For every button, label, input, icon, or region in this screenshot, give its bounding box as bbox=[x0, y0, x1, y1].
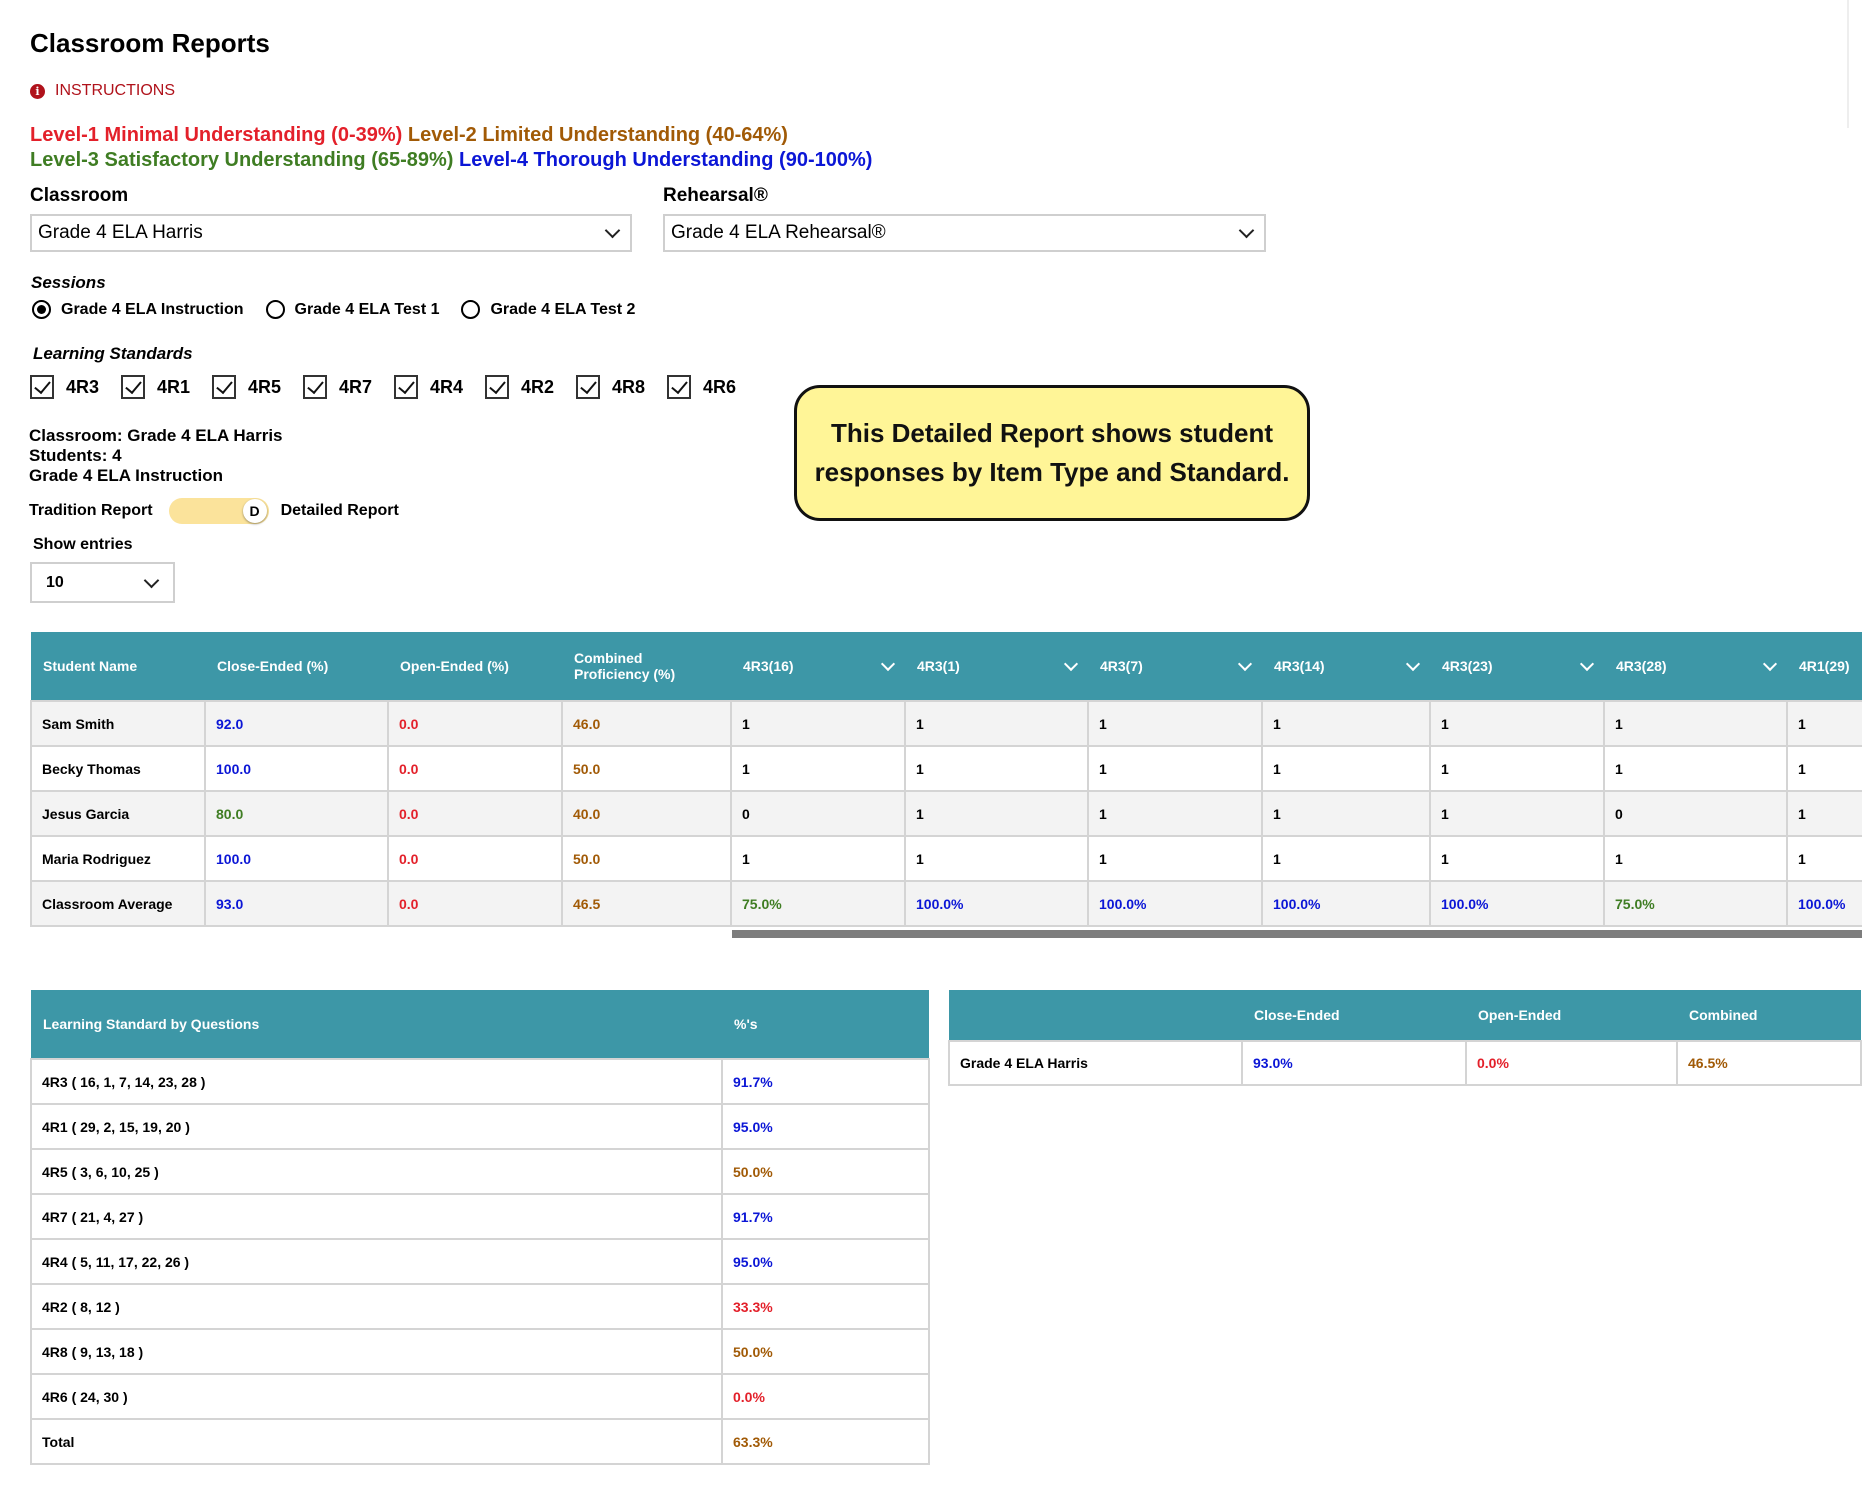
classroom-name-cell: Grade 4 ELA Harris bbox=[949, 1041, 1242, 1085]
chevron-down-icon bbox=[1064, 656, 1078, 670]
chevron-down-icon bbox=[1238, 656, 1252, 670]
percent-cell: 0.0% bbox=[722, 1374, 929, 1419]
standard-questions-cell: 4R2 ( 8, 12 ) bbox=[31, 1284, 722, 1329]
percent-cell: 50.0% bbox=[722, 1149, 929, 1194]
standard-checkbox-4r3[interactable] bbox=[30, 375, 121, 399]
report-toggle-row bbox=[29, 498, 399, 524]
close-ended-cell: 100.0 bbox=[205, 746, 388, 791]
col-question[interactable] bbox=[1787, 632, 1862, 701]
percent-cell: 95.0% bbox=[722, 1104, 929, 1149]
open-ended-cell: 0.0 bbox=[388, 746, 562, 791]
col-question[interactable] bbox=[1604, 632, 1787, 701]
checkbox-checked[interactable] bbox=[576, 375, 600, 399]
question-header-label: 4R1(29) bbox=[1799, 658, 1850, 674]
question-score-cell: 1 bbox=[1430, 791, 1604, 836]
col-close-ended[interactable]: Close-Ended bbox=[1242, 990, 1466, 1041]
info-icon: i bbox=[30, 84, 45, 99]
student-name-cell: Classroom Average bbox=[31, 881, 205, 926]
standards-table bbox=[30, 990, 930, 1465]
table-row bbox=[31, 881, 1862, 926]
question-score-cell: 100.0% bbox=[905, 881, 1088, 926]
col-percent[interactable]: %'s bbox=[722, 990, 929, 1059]
classroom-label: Classroom bbox=[30, 185, 129, 206]
question-score-cell: 75.0% bbox=[1604, 881, 1787, 926]
session-option-label: Grade 4 ELA Test 2 bbox=[490, 300, 636, 318]
question-score-cell: 1 bbox=[1604, 701, 1787, 746]
question-score-cell: 0 bbox=[1604, 791, 1787, 836]
summary-table bbox=[948, 990, 1862, 1086]
standard-questions-cell: 4R1 ( 29, 2, 15, 19, 20 ) bbox=[31, 1104, 722, 1149]
table-row bbox=[31, 1374, 929, 1419]
radio-button[interactable] bbox=[461, 300, 480, 319]
level-1-text: Level-1 Minimal Understanding (0-39%) bbox=[30, 124, 403, 146]
table-row bbox=[31, 1104, 929, 1149]
question-score-cell: 75.0% bbox=[731, 881, 905, 926]
standards-checkbox-group bbox=[30, 375, 758, 399]
standard-label: 4R7 bbox=[339, 376, 373, 397]
sessions-radio-group bbox=[32, 300, 635, 319]
standard-questions-cell: 4R3 ( 16, 1, 7, 14, 23, 28 ) bbox=[31, 1059, 722, 1104]
standard-checkbox-4r5[interactable] bbox=[212, 375, 303, 399]
question-score-cell: 100.0% bbox=[1088, 881, 1262, 926]
combined-cell: 46.5% bbox=[1677, 1041, 1861, 1085]
student-report-table bbox=[30, 632, 1862, 927]
table-header-row bbox=[31, 990, 929, 1059]
instructions-link[interactable] bbox=[30, 82, 175, 100]
summary-table-wrapper bbox=[948, 990, 1860, 1086]
col-learning-standard[interactable]: Learning Standard by Questions bbox=[31, 990, 722, 1059]
session-option-label: Grade 4 ELA Instruction bbox=[61, 300, 244, 318]
toggle-knob: D bbox=[243, 499, 267, 523]
close-ended-cell: 100.0 bbox=[205, 836, 388, 881]
table-header-row bbox=[949, 990, 1861, 1041]
table-row bbox=[31, 1194, 929, 1239]
combined-cell: 50.0 bbox=[562, 836, 731, 881]
callout-line-2: responses by Item Type and Standard. bbox=[814, 457, 1290, 487]
question-header-label: 4R3(28) bbox=[1616, 658, 1667, 674]
question-score-cell: 1 bbox=[1262, 791, 1430, 836]
question-score-cell: 1 bbox=[905, 791, 1088, 836]
question-header-label: 4R3(7) bbox=[1100, 658, 1143, 674]
standard-label: 4R1 bbox=[157, 376, 191, 397]
horizontal-scrollbar[interactable] bbox=[732, 930, 1862, 938]
standard-label: 4R8 bbox=[612, 376, 646, 397]
student-name-cell: Becky Thomas bbox=[31, 746, 205, 791]
chevron-down-icon bbox=[1580, 656, 1594, 670]
standard-checkbox-4r1[interactable] bbox=[121, 375, 212, 399]
chevron-down-icon bbox=[605, 223, 621, 239]
level-3-text: Level-3 Satisfactory Understanding (65-89%) bbox=[30, 149, 454, 171]
standard-questions-cell: 4R4 ( 5, 11, 17, 22, 26 ) bbox=[31, 1239, 722, 1284]
question-header-label: 4R3(14) bbox=[1274, 658, 1325, 674]
rehearsal-select-value: Grade 4 ELA Rehearsal® bbox=[671, 222, 886, 243]
classroom-info bbox=[29, 426, 283, 486]
question-score-cell: 1 bbox=[1262, 701, 1430, 746]
level-2-text: Level-2 Limited Understanding (40-64%) bbox=[407, 124, 788, 146]
standard-checkbox-4r6[interactable] bbox=[667, 375, 758, 399]
student-name-cell: Jesus Garcia bbox=[31, 791, 205, 836]
session-radio-test-2[interactable] bbox=[461, 300, 635, 319]
classroom-select[interactable] bbox=[30, 214, 632, 252]
chevron-down-icon bbox=[1763, 656, 1777, 670]
student-report-table-wrapper[interactable] bbox=[30, 632, 1862, 927]
standard-label: 4R2 bbox=[521, 376, 555, 397]
standard-questions-cell: 4R7 ( 21, 4, 27 ) bbox=[31, 1194, 722, 1239]
question-score-cell: 1 bbox=[1088, 836, 1262, 881]
classroom-select-value: Grade 4 ELA Harris bbox=[38, 222, 203, 243]
checkbox-checked[interactable] bbox=[667, 375, 691, 399]
radio-button[interactable] bbox=[266, 300, 285, 319]
question-score-cell: 1 bbox=[731, 746, 905, 791]
toggle-left-label: Tradition Report bbox=[29, 502, 153, 519]
col-open-ended[interactable]: Open-Ended bbox=[1466, 990, 1677, 1041]
col-question[interactable] bbox=[1430, 632, 1604, 701]
combined-cell: 46.5 bbox=[562, 881, 731, 926]
open-ended-cell: 0.0 bbox=[388, 791, 562, 836]
table-row bbox=[31, 1059, 929, 1104]
question-score-cell: 1 bbox=[1787, 701, 1862, 746]
standard-checkbox-4r4[interactable] bbox=[394, 375, 485, 399]
info-session: Grade 4 ELA Instruction bbox=[29, 466, 223, 485]
standard-questions-cell: 4R5 ( 3, 6, 10, 25 ) bbox=[31, 1149, 722, 1194]
col-combined[interactable]: Combined bbox=[1677, 990, 1861, 1041]
table-row bbox=[31, 1239, 929, 1284]
open-ended-cell: 0.0 bbox=[388, 881, 562, 926]
learning-standards-label: Learning Standards bbox=[33, 344, 193, 363]
student-name-cell: Sam Smith bbox=[31, 701, 205, 746]
question-score-cell: 1 bbox=[1262, 836, 1430, 881]
session-radio-instruction[interactable] bbox=[32, 300, 244, 319]
question-score-cell: 1 bbox=[1262, 746, 1430, 791]
standard-checkbox-4r2[interactable] bbox=[485, 375, 576, 399]
page-title: Classroom Reports bbox=[30, 28, 270, 58]
percent-cell: 63.3% bbox=[722, 1419, 929, 1464]
question-score-cell: 1 bbox=[905, 746, 1088, 791]
table-header-row bbox=[31, 632, 1862, 701]
col-open-ended[interactable]: Open-Ended (%) bbox=[388, 632, 562, 701]
percent-cell: 95.0% bbox=[722, 1239, 929, 1284]
session-option-label: Grade 4 ELA Test 1 bbox=[294, 300, 440, 318]
table-row bbox=[31, 836, 1862, 881]
question-score-cell: 1 bbox=[1604, 836, 1787, 881]
standard-questions-cell: Total bbox=[31, 1419, 722, 1464]
question-score-cell: 100.0% bbox=[1787, 881, 1862, 926]
combined-cell: 46.0 bbox=[562, 701, 731, 746]
question-score-cell: 1 bbox=[1787, 791, 1862, 836]
session-radio-test-1[interactable] bbox=[266, 300, 440, 319]
question-score-cell: 1 bbox=[1088, 701, 1262, 746]
question-score-cell: 1 bbox=[1604, 746, 1787, 791]
sessions-label: Sessions bbox=[31, 273, 106, 292]
percent-cell: 91.7% bbox=[722, 1059, 929, 1104]
standard-checkbox-4r8[interactable] bbox=[576, 375, 667, 399]
rehearsal-label: Rehearsal® bbox=[663, 185, 768, 206]
chevron-down-icon bbox=[144, 572, 160, 588]
question-score-cell: 1 bbox=[1430, 701, 1604, 746]
open-ended-cell: 0.0 bbox=[388, 836, 562, 881]
checkbox-checked[interactable] bbox=[212, 375, 236, 399]
open-ended-cell: 0.0% bbox=[1466, 1041, 1677, 1085]
callout-line-1: This Detailed Report shows student bbox=[830, 418, 1274, 448]
question-score-cell: 1 bbox=[1088, 791, 1262, 836]
question-score-cell: 1 bbox=[1430, 746, 1604, 791]
entries-select[interactable] bbox=[30, 562, 175, 603]
radio-button[interactable] bbox=[32, 300, 51, 319]
info-classroom: Classroom: Grade 4 ELA Harris bbox=[29, 426, 283, 445]
table-row bbox=[31, 701, 1862, 746]
window-edge bbox=[1847, 0, 1849, 128]
col-question[interactable] bbox=[905, 632, 1088, 701]
table-row bbox=[31, 791, 1862, 836]
col-close-ended[interactable]: Close-Ended (%) bbox=[205, 632, 388, 701]
report-type-toggle[interactable] bbox=[169, 498, 269, 524]
table-row bbox=[31, 746, 1862, 791]
checkbox-checked[interactable] bbox=[394, 375, 418, 399]
standard-questions-cell: 4R8 ( 9, 13, 18 ) bbox=[31, 1329, 722, 1374]
open-ended-cell: 0.0 bbox=[388, 701, 562, 746]
question-header-label: 4R3(16) bbox=[743, 658, 794, 674]
standard-questions-cell: 4R6 ( 24, 30 ) bbox=[31, 1374, 722, 1419]
question-score-cell: 1 bbox=[1088, 746, 1262, 791]
standards-table-wrapper bbox=[30, 990, 928, 1465]
standard-checkbox-4r7[interactable] bbox=[303, 375, 394, 399]
info-students: Students: 4 bbox=[29, 446, 122, 465]
percent-cell: 33.3% bbox=[722, 1284, 929, 1329]
question-score-cell: 1 bbox=[1787, 836, 1862, 881]
col-student-name[interactable]: Student Name bbox=[31, 632, 205, 701]
col-blank bbox=[949, 990, 1242, 1041]
table-row bbox=[31, 1329, 929, 1374]
question-score-cell: 1 bbox=[905, 701, 1088, 746]
question-score-cell: 1 bbox=[731, 836, 905, 881]
question-score-cell: 0 bbox=[731, 791, 905, 836]
combined-cell: 50.0 bbox=[562, 746, 731, 791]
chevron-down-icon bbox=[881, 656, 895, 670]
show-entries-label: Show entries bbox=[33, 536, 133, 553]
col-question[interactable] bbox=[1088, 632, 1262, 701]
checkbox-checked[interactable] bbox=[121, 375, 145, 399]
instructions-label: INSTRUCTIONS bbox=[55, 82, 175, 99]
percent-cell: 91.7% bbox=[722, 1194, 929, 1239]
level-4-text: Level-4 Thorough Understanding (90-100%) bbox=[459, 149, 873, 171]
checkbox-checked[interactable] bbox=[30, 375, 54, 399]
student-name-cell: Maria Rodriguez bbox=[31, 836, 205, 881]
question-score-cell: 100.0% bbox=[1262, 881, 1430, 926]
checkbox-checked[interactable] bbox=[485, 375, 509, 399]
entries-select-value: 10 bbox=[46, 573, 64, 591]
combined-cell: 40.0 bbox=[562, 791, 731, 836]
table-row bbox=[31, 1284, 929, 1329]
close-ended-cell: 92.0 bbox=[205, 701, 388, 746]
chevron-down-icon bbox=[1406, 656, 1420, 670]
question-score-cell: 1 bbox=[905, 836, 1088, 881]
col-question[interactable] bbox=[731, 632, 905, 701]
standard-label: 4R5 bbox=[248, 376, 282, 397]
checkbox-checked[interactable] bbox=[303, 375, 327, 399]
level-legend bbox=[30, 123, 872, 173]
close-ended-cell: 80.0 bbox=[205, 791, 388, 836]
callout-note bbox=[794, 385, 1310, 521]
standard-label: 4R4 bbox=[430, 376, 464, 397]
question-score-cell: 100.0% bbox=[1430, 881, 1604, 926]
rehearsal-select[interactable] bbox=[663, 214, 1266, 252]
standard-label: 4R6 bbox=[703, 376, 737, 397]
toggle-right-label: Detailed Report bbox=[280, 502, 399, 519]
close-ended-cell: 93.0 bbox=[205, 881, 388, 926]
standard-label: 4R3 bbox=[66, 376, 100, 397]
question-header-label: 4R3(1) bbox=[917, 658, 960, 674]
percent-cell: 50.0% bbox=[722, 1329, 929, 1374]
col-question[interactable] bbox=[1262, 632, 1430, 701]
question-score-cell: 1 bbox=[1430, 836, 1604, 881]
chevron-down-icon bbox=[1239, 223, 1255, 239]
table-row bbox=[31, 1419, 929, 1464]
col-combined[interactable]: Combined Proficiency (%) bbox=[562, 632, 731, 701]
question-score-cell: 1 bbox=[731, 701, 905, 746]
table-row bbox=[949, 1041, 1861, 1085]
question-header-label: 4R3(23) bbox=[1442, 658, 1493, 674]
table-row bbox=[31, 1149, 929, 1194]
close-ended-cell: 93.0% bbox=[1242, 1041, 1466, 1085]
question-score-cell: 1 bbox=[1787, 746, 1862, 791]
